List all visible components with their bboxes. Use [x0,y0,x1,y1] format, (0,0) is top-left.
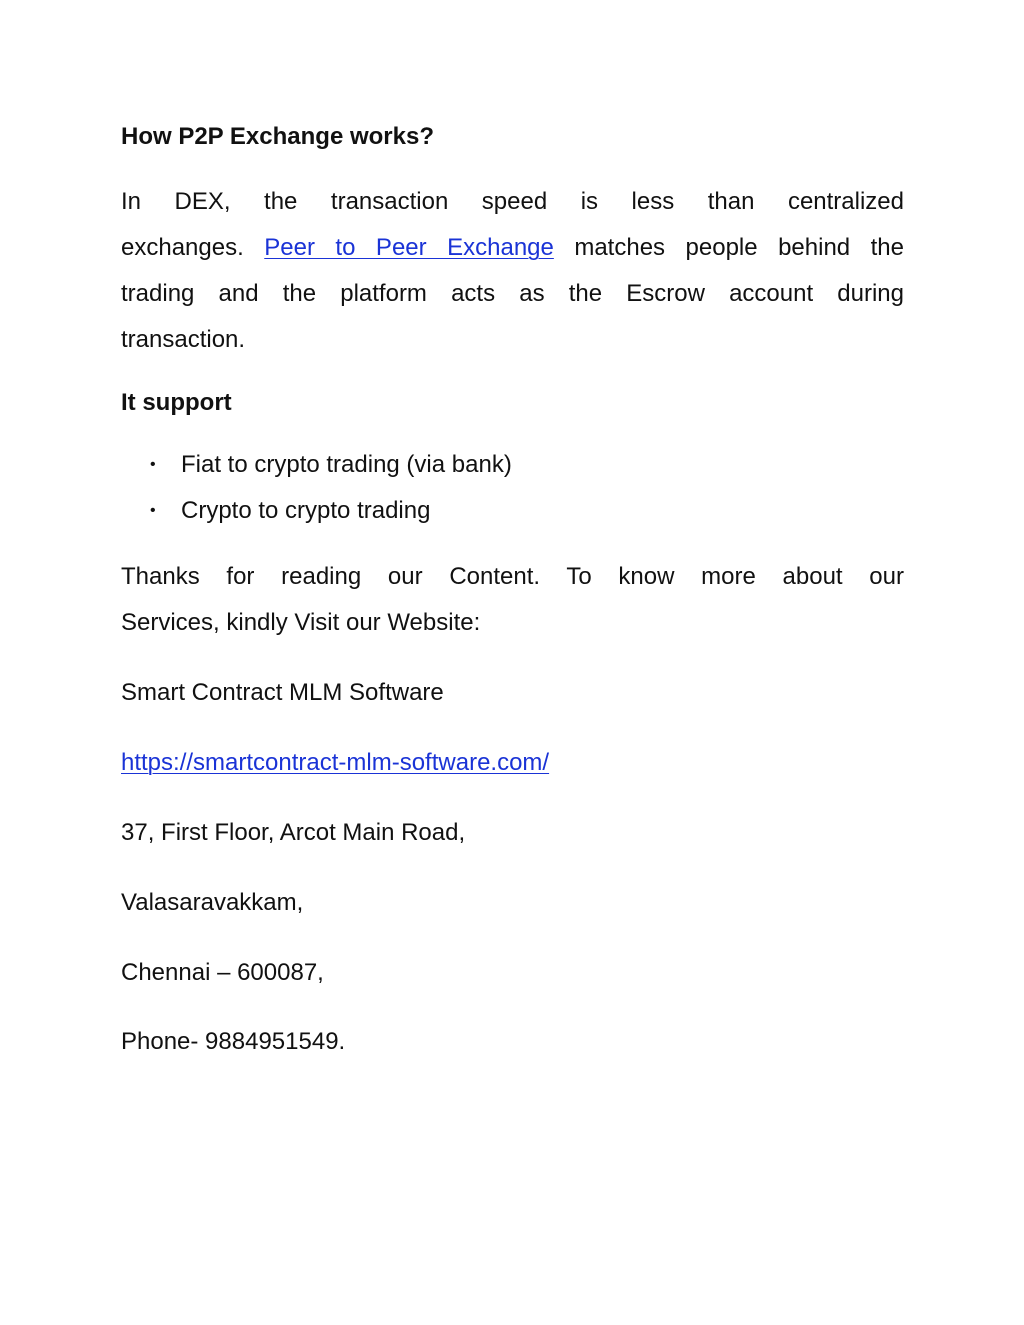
thanks-paragraph [121,554,904,646]
thanks-line-2: Services, kindly Visit our Website: [121,609,481,636]
support-heading: It support [121,389,232,416]
list-item-text: Fiat to crypto trading (via bank) [181,451,512,478]
website-link[interactable]: https://smartcontract-mlm-software.com/ [121,749,550,776]
address-line-3: Chennai – 600087, [121,959,324,986]
intro-line-2 [121,225,904,271]
support-list [121,442,904,534]
thanks-line-1: Thanks for reading our Content. To know more about our [121,563,904,590]
peer-to-peer-exchange-link[interactable]: Peer to Peer Exchange [264,234,554,261]
list-item [121,442,904,488]
intro-line-2-after: matches people behind the [553,234,905,261]
intro-line-4: transaction. [121,326,246,353]
address-line-1: 37, First Floor, Arcot Main Road, [121,819,466,846]
bullet-icon: • [150,456,156,473]
list-item-text: Crypto to crypto trading [181,497,431,524]
address-line-2: Valasaravakkam, [121,889,304,916]
list-item [121,488,904,534]
section-heading-p2p: How P2P Exchange works? [121,123,434,150]
intro-line-1: In DEX, the transaction speed is less than centralized [121,188,904,215]
company-name: Smart Contract MLM Software [121,679,444,706]
intro-paragraph [121,179,904,363]
website-row [121,747,904,779]
intro-line-3: trading and the platform acts as the Escrow account during [121,280,904,307]
intro-line-2-before: exchanges. [121,234,265,261]
phone-number: Phone- 9884951549. [121,1028,346,1055]
bullet-icon: • [150,502,156,519]
document-content [121,108,904,1058]
